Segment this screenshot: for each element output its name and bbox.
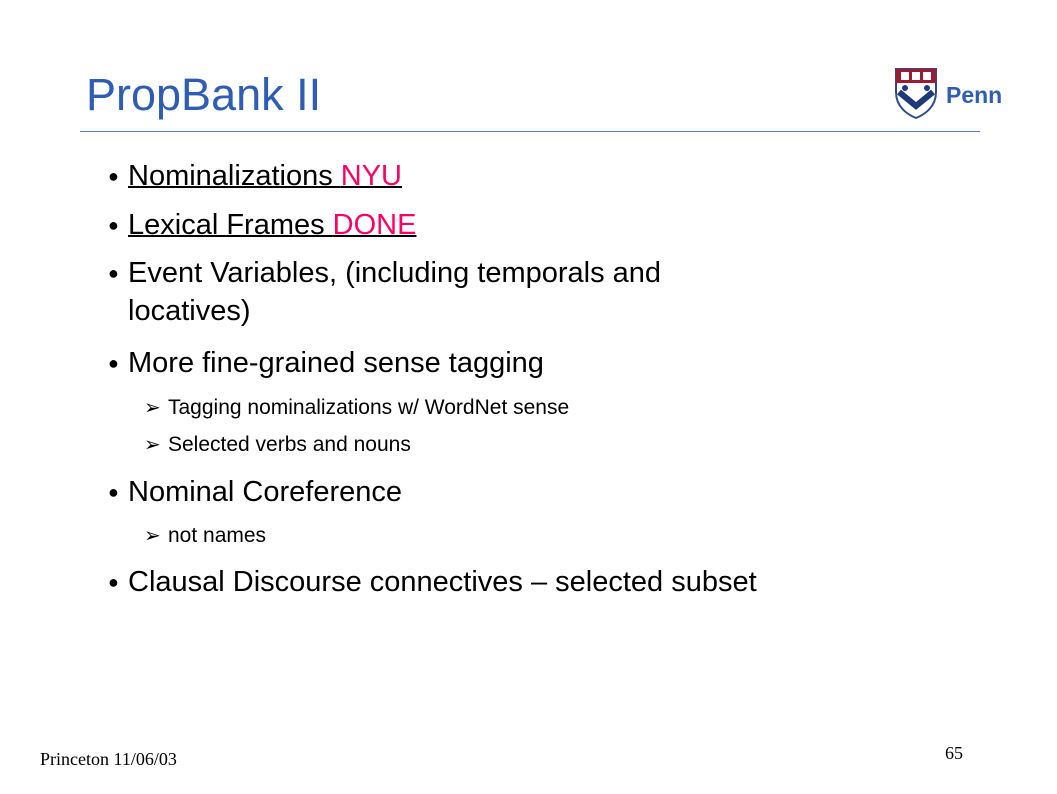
bullet-dot-icon: ● (108, 263, 119, 283)
slide-title: PropBank II (86, 69, 322, 120)
logo-penn-text: Penn (946, 82, 1003, 108)
bullet-dot-icon: ● (108, 353, 119, 373)
bullet-text-line1: Event Variables, (including temporals and (128, 257, 662, 289)
status-tag-nyu: NYU (340, 160, 402, 192)
bullet-dot-icon: ● (108, 482, 119, 502)
bullet-text: More fine-grained sense tagging (128, 347, 544, 379)
bullet-dot-icon: ● (108, 572, 119, 592)
arrow-bullet-icon: ➢ (144, 397, 161, 419)
bullet-text: Clausal Discourse connectives – selected subset (128, 566, 757, 598)
bullet-text: Nominal Coreference (128, 476, 403, 508)
arrow-bullet-icon: ➢ (144, 525, 161, 547)
bullet-text: Lexical Frames (128, 209, 333, 241)
page-number: 65 (945, 743, 963, 763)
footer-venue-date: Princeton 11/06/03 (40, 749, 177, 769)
bullet-dot-icon: ● (108, 166, 119, 186)
subbullet-text: Tagging nominalizations w/ WordNet sense (168, 396, 570, 419)
title-divider (80, 131, 980, 132)
penn-shield-logo (893, 66, 939, 125)
bullet-text-line2: locatives) (128, 295, 251, 327)
subbullet-text: Selected verbs and nouns (168, 433, 411, 456)
bullet-text: Nominalizations (128, 160, 341, 192)
subbullet-text: not names (168, 524, 267, 547)
status-tag-done: DONE (332, 209, 417, 241)
bullet-dot-icon: ● (108, 215, 119, 235)
arrow-bullet-icon: ➢ (144, 434, 161, 456)
